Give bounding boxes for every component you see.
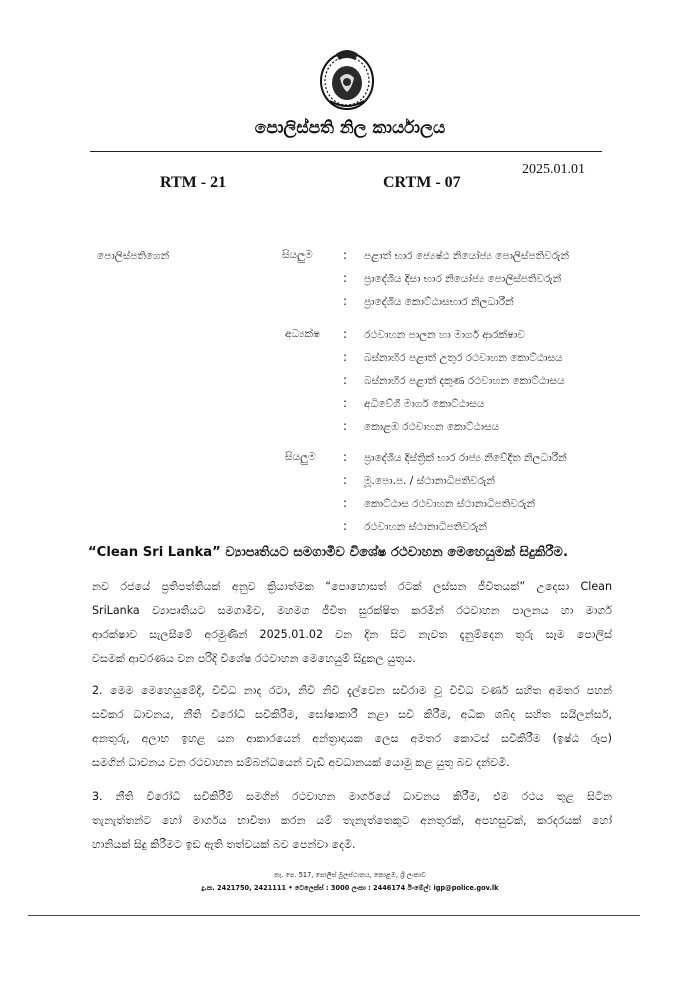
paragraph-line: SriLanka ව්‍යාපෘතියට සමගාමීව, මහමග ජීවිත සුරක්ෂිත කරමින් රථවාහන පාලනය හා මාර්ග	[92, 604, 612, 617]
paragraph-line: හානියක් සිදු කිරීමට ඉඩ ඇති තත්වයක් බව පෙන්වා දෙමි.	[92, 838, 356, 851]
colon: :	[343, 327, 348, 341]
colon: :	[343, 473, 348, 487]
paragraph-line: 2. මෙම මෙහෙයුමේදී, විවිධ නාද රටා, නිවි නිවි දැල්වෙන සවිරාම වූ විවිධ වර්ණ සහිත අමතර පහන්	[92, 684, 612, 697]
recipient-group-label: අධ්‍යක්ෂ	[285, 328, 321, 340]
paragraph-line: අනතුරු, අලාභ ඉහළ යන ආකාරයෙන් අන්ත්‍රාදායක ලෙස අමතර කොටස් සවිකිරීම (ඉෂ්ඨ රූප)	[92, 732, 612, 745]
colon: :	[343, 294, 348, 308]
recipient-item: රථවාහන පාලන හා මාර්ග ආරක්ෂාව	[364, 329, 525, 341]
colon: :	[343, 271, 348, 285]
recipient-item: රථවාහන ස්ථානාධිපතිවරුන්	[364, 521, 487, 533]
footer-contact: දු.ක. 2421750, 2421111 • ටෙලෙක්ස් : 3000 ලංකා : 2446174 ඊ-මේල්: igp@police.gov.lk	[201, 884, 499, 892]
paragraph-line: 3. නීති විරෝධී සවිකිරීම් සමගින් රථවාහන මාර්ගයේ ධාවනය කිරීම, එම රථය තුළ සිටින	[92, 790, 612, 803]
colon: :	[343, 519, 348, 533]
recipient-item: ප්‍රාදේශීය කොට්ඨාසභාර නිලධාරීන්	[364, 296, 514, 308]
reference-rtm: RTM - 21	[160, 174, 227, 191]
reference-crtm: CRTM - 07	[383, 174, 461, 191]
paragraph-line: වසමක් ආවරණය වන පරිදි විශේෂ රථවාහන මෙහෙයුම් සිදුකල යුතුය.	[92, 652, 416, 665]
recipient-item: අධිවේගී මාර්ග කොට්ඨාසය	[364, 398, 485, 410]
body-paragraph-3	[92, 785, 612, 857]
colon: :	[343, 248, 348, 262]
recipient-item: මූ.පො.ප. / ස්ථානාධිපතිවරුන්	[364, 475, 495, 487]
colon: :	[343, 496, 348, 510]
recipient-item: කොළඹ රථවාහන කොට්ඨාසය	[364, 421, 500, 433]
from-label: පොලිස්පතිගෙන්	[97, 250, 170, 262]
header-divider	[90, 151, 602, 152]
paragraph-line: තැනැත්තන්ට හෝ මාර්ගය භාවිතා කරන යම් තැනැත්තෙකුට අනතුරක්, අපහසුවක්, කරදරයක් හෝ	[92, 814, 612, 827]
subject-line: “Clean Sri Lanka” ව්‍යාපෘතියට සමගාමීව විශේෂ රථවාහන මෙහෙයුමක් සිදුකිරීම.	[88, 545, 568, 560]
body-paragraph-1	[92, 575, 612, 671]
document-date: 2025.01.01	[522, 162, 585, 177]
footer-address: තැ. පෙ. 517, පොලිස් මූලස්ථානය, කොළඹ, ශ්‍රී ලංකාව	[274, 871, 426, 879]
recipient-item: ප්‍රාදේශීය දිස්ත්‍රික් භාර රාජ්‍ය නිවේදිත නිලධාරීන්	[364, 452, 567, 464]
recipient-item: කොට්ඨාස රථවාහන ස්ථානාධිපතිවරුන්	[364, 498, 536, 510]
recipient-item: ප්‍රාදේශීය දිසා භාර නියෝජ්‍ය පොලිස්පතිවරුන්	[364, 273, 562, 285]
colon: :	[343, 450, 348, 464]
body-paragraph-2	[92, 679, 612, 775]
colon: :	[343, 373, 348, 387]
colon: :	[343, 350, 348, 364]
colon: :	[343, 419, 348, 433]
recipient-group-label: සියලුම	[285, 451, 316, 463]
paragraph-line: ආරක්ෂාව සැලසීමේ අරමුණින් 2025.01.02 වන දින සිට නැවත දැනුම්දෙන තුරු සෑම පොලිස්	[92, 628, 612, 641]
office-title: පොලිස්පති නිල කාර්යාලය	[254, 118, 446, 138]
recipient-group-label: සියලුම	[282, 249, 313, 261]
police-emblem	[318, 46, 376, 112]
recipient-item: බස්නාහිර පළාත් උතුර රථවාහන කොට්ඨාසය	[364, 352, 563, 364]
colon: :	[343, 396, 348, 410]
paragraph-line: නව රජයේ ප්‍රතිපත්තියක් අනුව ක්‍රියාත්මක “පොහොසත් රටක් ලස්සන ජීවිතයක්” උදෙසා Clean	[92, 580, 612, 593]
paragraph-line: සවිකර ධාවනය, නීති විරෝධී සවිකිරීම, ඝෝෂාකාරී නළා සවි කිරීම, අධික ශබ්ද සහිත සයිලන්සර්,	[92, 708, 612, 721]
recipient-item: පළාත් භාර ජ්‍යෙෂ්ඨ නියෝජ්‍ය පොලිස්පතිවරුන්	[364, 250, 569, 262]
footer-divider	[28, 915, 640, 916]
recipient-item: බස්නාහිර පළාත් දකුණ රථවාහන කොට්ඨාසය	[364, 375, 565, 387]
sri-lanka-police-emblem-icon	[318, 46, 376, 112]
paragraph-line: සමගින් ධාවනය වන රථවාහන සම්බන්ධයෙන් වැඩි අවධානයක් යොමු කළ යුතු බව දන්වමි.	[92, 756, 510, 769]
